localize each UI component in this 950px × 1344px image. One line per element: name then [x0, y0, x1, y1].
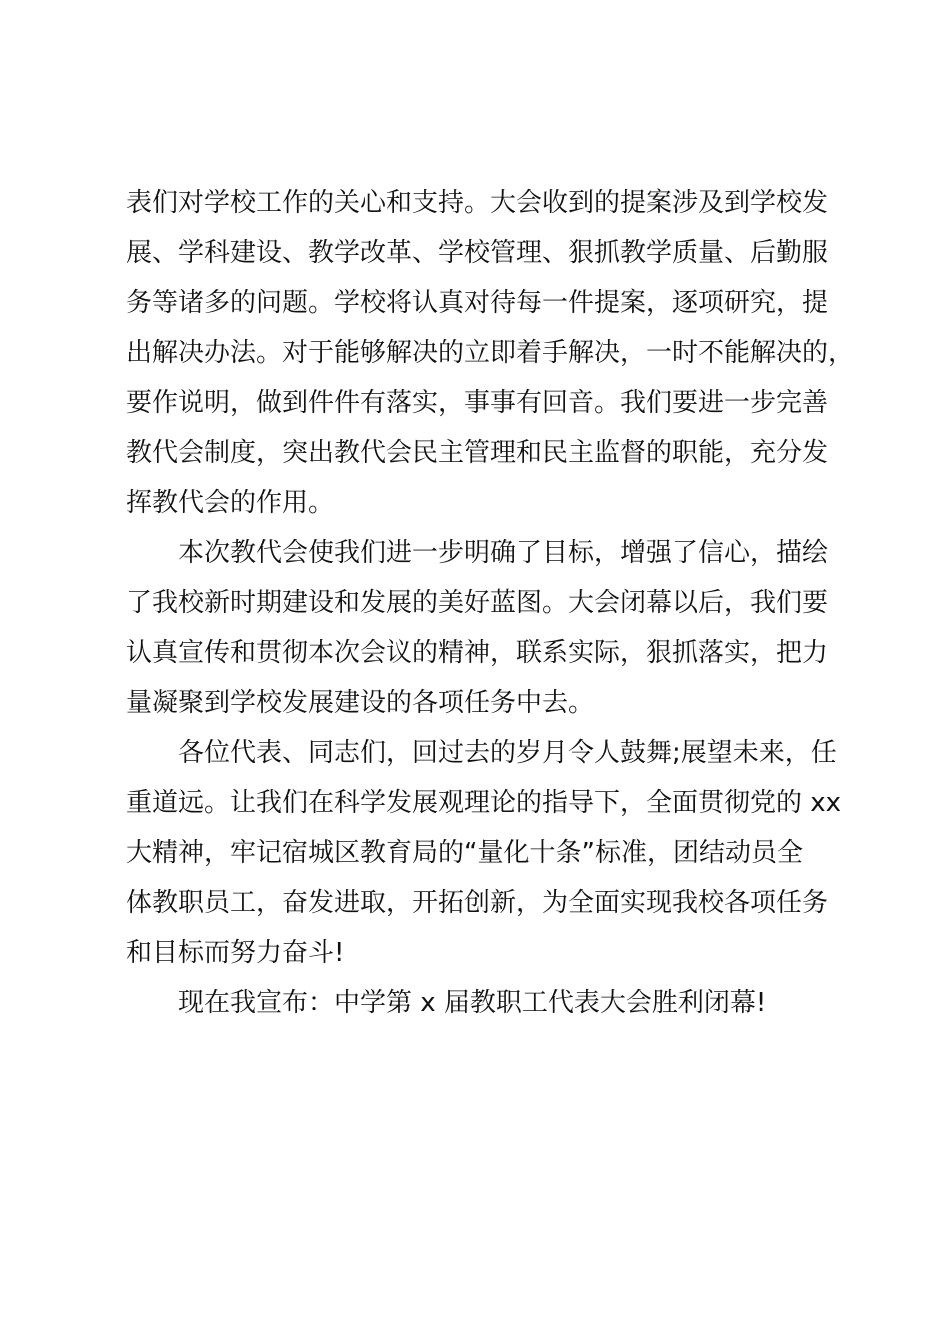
- paragraph-4: [126, 978, 838, 1028]
- paragraph-2: [126, 528, 838, 728]
- paragraph-line: 量凝聚到学校发展建设的各项任务中去。: [126, 688, 595, 718]
- paragraph-1: [126, 178, 855, 528]
- paragraph-line: 务等诸多的问题。学校将认真对待每一件提案，逐项研究，提: [126, 288, 829, 318]
- paragraph-line: 展、学科建设、教学改革、学校管理、狠抓教学质量、后勤服: [126, 238, 829, 268]
- paragraph-line: 现在我宣布：中学第 x 届教职工代表大会胜利闭幕!: [126, 988, 767, 1018]
- paragraph-line: 了我校新时期建设和发展的美好蓝图。大会闭幕以后，我们要: [126, 588, 829, 618]
- paragraph-line: 表们对学校工作的关心和支持。大会收到的提案涉及到学校发: [126, 188, 829, 218]
- paragraph-line: 体教职员工，奋发进取，开拓创新，为全面实现我校各项任务: [126, 888, 829, 918]
- paragraph-line: 和目标而努力奋斗!: [126, 938, 345, 968]
- paragraph-line: 出解决办法。对于能够解决的立即着手解决，一时不能解决的，: [126, 338, 855, 368]
- paragraph-line: 重道远。让我们在科学发展观理论的指导下，全面贯彻党的 xx: [126, 788, 842, 818]
- paragraph-line: 挥教代会的作用。: [126, 488, 335, 518]
- paragraph-line: 大精神，牢记宿城区教育局的“量化十条”标准，团结动员全: [126, 838, 803, 868]
- paragraph-line: 本次教代会使我们进一步明确了目标，增强了信心，描绘: [126, 538, 829, 568]
- paragraph-3: [126, 728, 842, 978]
- paragraph-line: 要作说明，做到件件有落实，事事有回音。我们要进一步完善: [126, 388, 829, 418]
- paragraph-line: 认真宣传和贯彻本次会议的精神，联系实际，狠抓落实，把力: [126, 638, 829, 668]
- paragraph-line: 教代会制度，突出教代会民主管理和民主监督的职能，充分发: [126, 438, 829, 468]
- paragraph-line: 各位代表、同志们，回过去的岁月令人鼓舞;展望未来，任: [126, 738, 837, 768]
- document-body: [126, 178, 855, 1028]
